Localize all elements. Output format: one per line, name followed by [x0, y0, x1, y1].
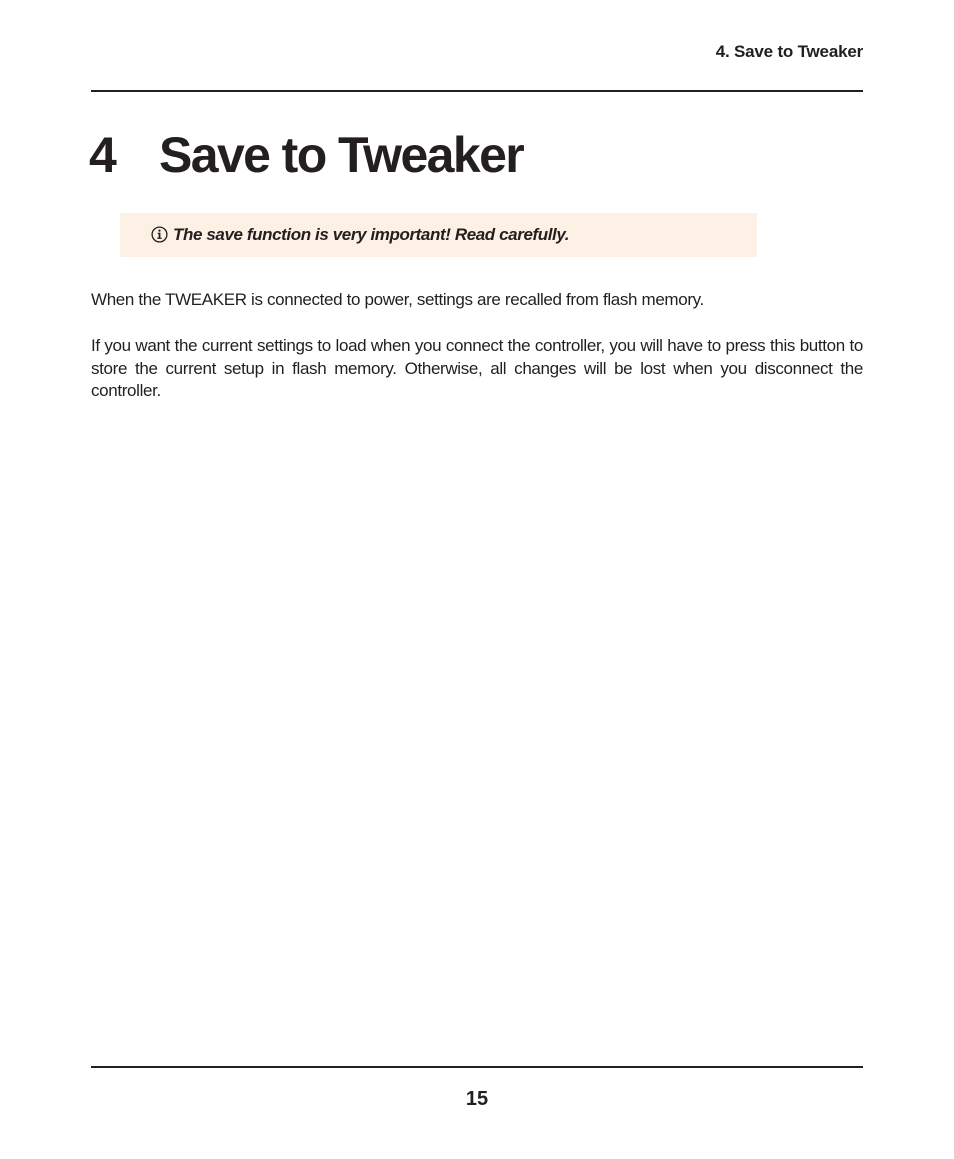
info-icon: [151, 226, 168, 243]
page-number: 15: [465, 1088, 489, 1110]
notice-text: The save function is very important! Read carefully.: [173, 225, 570, 244]
paragraph-store-setup: If you want the current settings to load when you connect the controller, you will have to press this button to store the current setup in flash memory. Otherwise, all changes will be lost when you disconnect the controller.: [91, 336, 863, 400]
chapter-title: [89, 124, 523, 186]
chapter-number: 4: [89, 127, 116, 183]
paragraph-power-recall: When the TWEAKER is connected to power, settings are recalled from flash memory.: [91, 290, 704, 309]
footer-rule: [91, 1066, 863, 1068]
chapter-title-text: Save to Tweaker: [159, 127, 524, 183]
important-notice: [120, 213, 757, 257]
header-rule: [91, 90, 863, 92]
running-header: 4. Save to Tweaker: [715, 42, 863, 61]
